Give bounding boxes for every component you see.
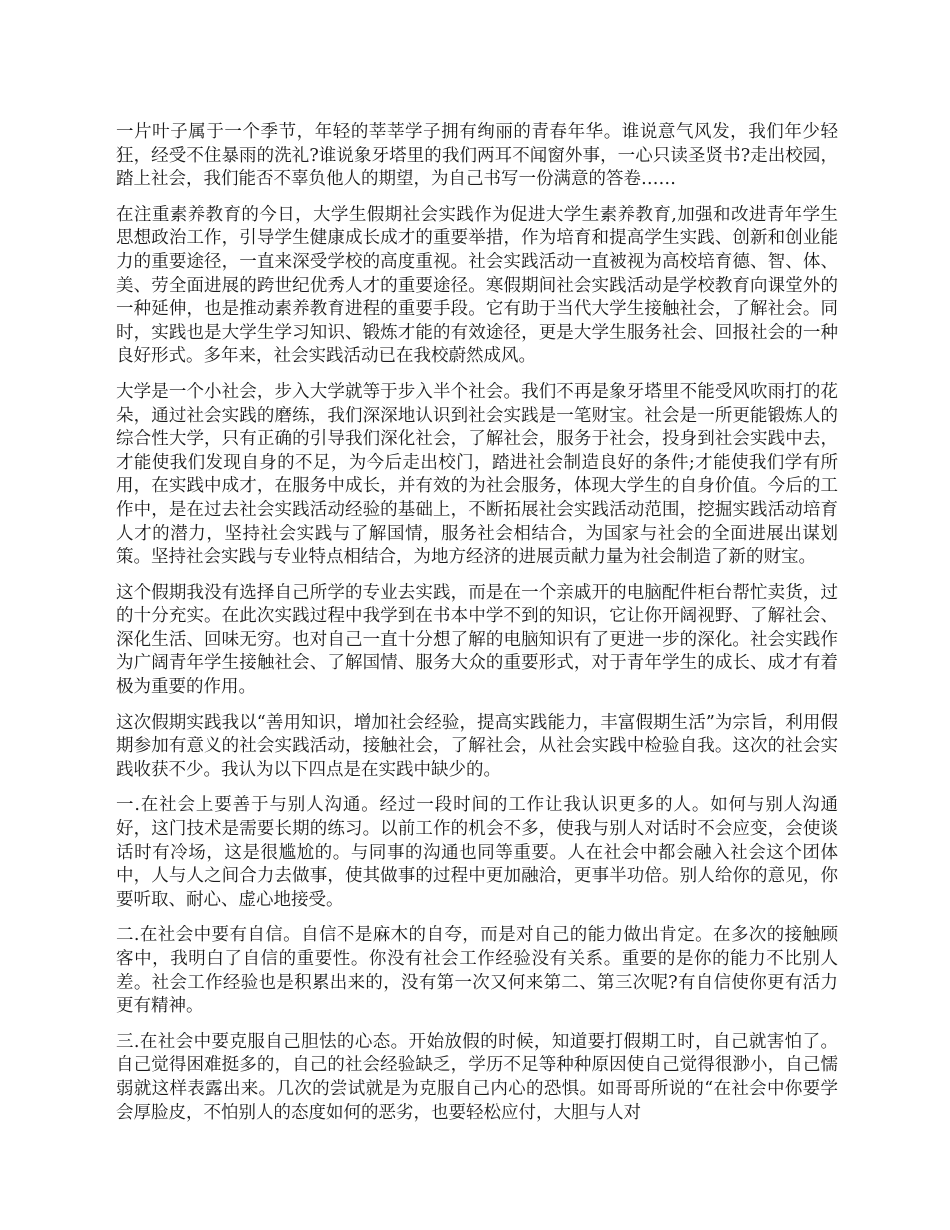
paragraph-holiday-work: 这个假期我没有选择自己所学的专业去实践，而是在一个亲戚开的电脑配件柜台帮忙卖货，过的十分充实。在此次实践过程中我学到在书本中学不到的知识，它让你开阔视野、了解社会、深化生活、回味无穷。也对自己一直十分想了解的电脑知识有了更进一步的深化。社会实践作为广阔青年学生接触社会、了解国情、服务大众的重要形式，对于青年学生的成长、成才有着极为重要的作用。 (116, 582, 838, 698)
paragraph-point-confidence: 二.在社会中要有自信。自信不是麻木的自夸，而是对自己的能力做出肯定。在多次的接触顾客中，我明白了自信的重要性。你没有社会工作经验没有关系。重要的是你的能力不比别人差。社会工作经验也是积累出来的，没有第一次又何来第二、第三次呢?有自信使你更有活力更有精神。 (116, 925, 838, 1017)
paragraph-quality-education: 在注重素养教育的今日，大学生假期社会实践作为促进大学生素养教育,加强和改进青年学生思想政治工作，引导学生健康成长成才的重要举措，作为培育和提高学生实践、创新和创业能力的重要途径，一直来深受学校的高度重视。社会实践活动一直被视为高校培育德、智、体、美、劳全面进展的跨世纪优秀人才的重要途径。寒假期间社会实践活动是学校教育向课堂外的一种延伸，也是推动素养教育进程的重要手段。它有助于当代大学生接触社会，了解社会。同时，实践也是大学生学习知识、锻炼才能的有效途径，更是大学生服务社会、回报社会的一种良好形式。多年来，社会实践活动已在我校蔚然成风。 (116, 204, 838, 367)
paragraph-point-overcome-timidity: 三.在社会中要克服自己胆怯的心态。开始放假的时候，知道要打假期工时，自己就害怕了。自己觉得困难挺多的，自己的社会经验缺乏，学历不足等种种原因使自己觉得很渺小，自己懦弱就这样表露出来。几次的尝试就是为克服自己内心的恐惧。如哥哥所说的“在社会中你要学会厚脸皮，不怕别人的态度如何的恶劣，也要轻松应付，大胆与人对 (116, 1031, 838, 1123)
paragraph-purpose: 这次假期实践我以“善用知识，增加社会经验，提高实践能力，丰富假期生活”为宗旨，利用假期参加有意义的社会实践活动，接触社会，了解社会，从社会实践中检验自我。这次的社会实践收获不少。我认为以下四点是在实践中缺少的。 (116, 712, 838, 780)
paragraph-point-communication: 一.在社会上要善于与别人沟通。经过一段时间的工作让我认识更多的人。如何与别人沟通好，这门技术是需要长期的练习。以前工作的机会不多，使我与别人对话时不会应变，会使谈话时有冷场，这是很尴尬的。与同事的沟通也同等重要。人在社会中都会融入社会这个团体中，人与人之间合力去做事，使其做事的过程中更加融洽，更事半功倍。别人给你的意见，你要听取、耐心、虚心地接受。 (116, 795, 838, 910)
paragraph-intro: 一片叶子属于一个季节，年轻的莘莘学子拥有绚丽的青春年华。谁说意气风发，我们年少轻狂，经受不住暴雨的洗礼?谁说象牙塔里的我们两耳不闻窗外事，一心只读圣贤书?走出校园，踏上社会，我们能否不辜负他人的期望，为自己书写一份满意的答卷…… (116, 122, 838, 190)
paragraph-university-society: 大学是一个小社会，步入大学就等于步入半个社会。我们不再是象牙塔里不能受风吹雨打的花朵，通过社会实践的磨练，我们深深地认识到社会实践是一笔财宝。社会是一所更能锻炼人的综合性大学，只有正确的引导我们深化社会，了解社会，服务于社会，投身到社会实践中去，才能使我们发现自身的不足，为今后走出校门，踏进社会制造良好的条件;才能使我们学有所用，在实践中成才，在服务中成长，并有效的为社会服务，体现大学生的自身价值。今后的工作中，是在过去社会实践活动经验的基础上，不断拓展社会实践活动范围，挖掘实践活动培育人才的潜力，坚持社会实践与了解国情，服务社会相结合，为国家与社会的全面进展出谋划策。坚持社会实践与专业特点相结合，为地方经济的进展贡献力量为社会制造了新的财宝。 (116, 381, 838, 568)
document-body (116, 121, 838, 1137)
